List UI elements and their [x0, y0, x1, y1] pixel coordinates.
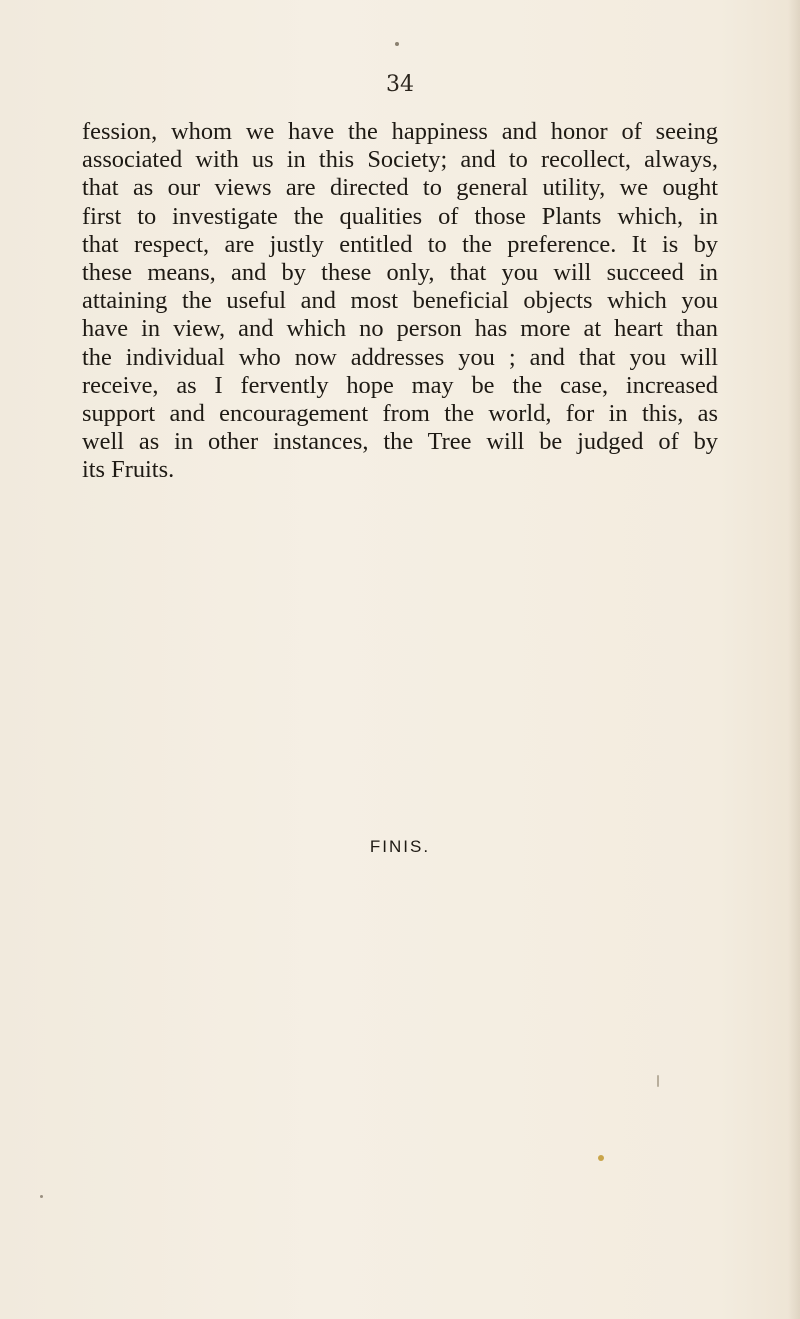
text-line: that as our views are directed to general utility, we ought [82, 174, 718, 202]
text-line: the individual who now addresses you ; and that you will [82, 343, 718, 371]
text-line: have in view, and which no person has more at heart than [82, 315, 718, 343]
text-line: receive, as I fervently hope may be the case, increased [82, 371, 718, 399]
text-line: its Fruits. [82, 456, 175, 484]
body-paragraph [82, 118, 718, 485]
text-line: that respect, are justly entitled to the preference. It is by [82, 230, 718, 258]
paper-speck [395, 42, 399, 46]
text-line: well as in other instances, the Tree will be judged of by [82, 428, 718, 456]
text-line: fession, whom we have the happiness and honor of seeing [82, 118, 718, 145]
page-number: 34 [386, 72, 414, 97]
text-line: first to investigate the qualities of those Plants which, in [82, 202, 718, 230]
finis-closing: FINIS. [369, 837, 431, 856]
page-edge-shadow [788, 0, 800, 1319]
paper-speck [598, 1155, 604, 1161]
text-line: support and encouragement from the world, for in this, as [82, 400, 718, 428]
paper-speck [657, 1075, 659, 1087]
text-line: these means, and by these only, that you will succeed in [82, 259, 718, 287]
text-line: attaining the useful and most beneficial objects which you [82, 287, 718, 315]
text-line: associated with us in this Society; and to recollect, always, [82, 146, 718, 174]
paper-speck [40, 1195, 43, 1198]
